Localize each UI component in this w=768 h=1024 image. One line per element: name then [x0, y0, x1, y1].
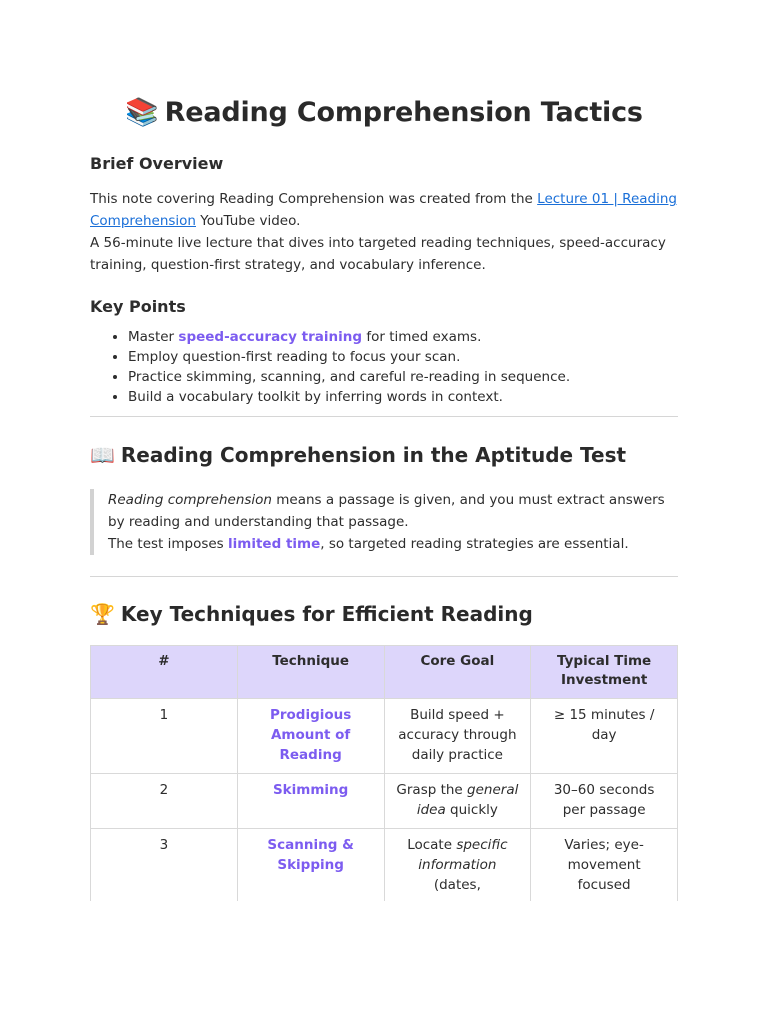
section-divider: [90, 576, 678, 577]
page-title: [90, 88, 678, 138]
column-header-number: #: [91, 646, 238, 699]
core-goal-prefix: Locate: [407, 837, 457, 853]
table-row: [91, 699, 678, 774]
row-number: 2: [91, 774, 238, 829]
core-goal-suffix: (dates,: [433, 877, 481, 893]
key-point-prefix: Master: [128, 329, 179, 345]
technique-name: Skimming: [237, 774, 384, 829]
core-goal-suffix: quickly: [445, 802, 498, 818]
core-goal-emphasis: specific information: [418, 837, 508, 873]
core-goal-text: Build speed + accuracy through daily practice: [398, 707, 517, 763]
overview-heading: Brief Overview: [90, 154, 224, 173]
definition-term: Reading comprehension: [108, 492, 272, 508]
list-item: [128, 327, 678, 347]
column-header-time: Typical Time Investment: [531, 646, 678, 699]
note-content: [90, 88, 678, 901]
aptitude-section-heading: [90, 440, 678, 470]
key-points-heading: Key Points: [90, 297, 186, 316]
key-points-list: [90, 327, 678, 407]
time-limit-line: [108, 533, 678, 555]
column-header-core-goal: Core Goal: [384, 646, 531, 699]
core-goal: [384, 829, 531, 902]
list-item: • Build a vocabulary toolkit by inferring words in context.: [128, 387, 678, 407]
column-header-technique: Technique: [237, 646, 384, 699]
time-investment: Varies; eye-movement focused: [531, 829, 678, 902]
overview-intro-prefix: This note covering Reading Comprehension was created from the: [90, 191, 538, 207]
key-point-suffix: for timed exams.: [362, 329, 482, 345]
overview-description: A 56-minute live lecture that dives into targeted reading techniques, speed-accuracy training, question-first strategy, and vocabulary inference.: [90, 235, 666, 273]
row-number: 1: [91, 699, 238, 774]
row-number: 3: [91, 829, 238, 902]
table-row: [91, 774, 678, 829]
core-goal-emphasis: general idea: [416, 782, 519, 818]
page-title-text: Reading Comprehension Tactics: [164, 97, 643, 128]
time-limit-prefix: The test imposes: [108, 536, 229, 552]
section-divider: [90, 416, 678, 417]
table-header-row: [91, 646, 678, 699]
techniques-section-heading: [90, 599, 678, 629]
techniques-table-wrapper: [90, 629, 678, 901]
list-item: • Practice skimming, scanning, and careful re-reading in sequence.: [128, 367, 678, 387]
core-goal-prefix: Grasp the: [396, 782, 468, 798]
time-investment: 30–60 seconds per passage: [531, 774, 678, 829]
core-goal: [384, 699, 531, 774]
table-row: [91, 829, 678, 902]
overview-intro: [90, 188, 678, 232]
definition-text: means a passage is given, and you must extract answers by reading and understanding that passage.: [108, 492, 665, 530]
open-book-icon: 📖: [90, 443, 115, 467]
time-investment: ≥ 15 minutes / day: [531, 699, 678, 774]
key-point-highlight: speed-accuracy training: [178, 329, 363, 345]
time-limit-highlight: limited time: [228, 536, 321, 552]
overview-intro-suffix: YouTube video.: [195, 213, 301, 229]
techniques-table: [90, 645, 678, 901]
time-limit-suffix: , so targeted reading strategies are essential.: [320, 536, 629, 552]
definition-line: [108, 489, 678, 533]
technique-name: Prodigious Amount of Reading: [237, 699, 384, 774]
books-icon: 📚: [125, 97, 159, 128]
list-item: • Employ question-first reading to focus your scan.: [128, 347, 678, 367]
techniques-section-title: Key Techniques for Efficient Reading: [120, 602, 533, 626]
definition-callout: [90, 489, 678, 555]
lecture-video-link[interactable]: Lecture 01 | Reading Comprehension: [90, 191, 677, 229]
core-goal: [384, 774, 531, 829]
aptitude-section-title: Reading Comprehension in the Aptitude Test: [120, 443, 627, 467]
technique-name: Scanning & Skipping: [237, 829, 384, 902]
trophy-icon: 🏆: [90, 602, 115, 626]
